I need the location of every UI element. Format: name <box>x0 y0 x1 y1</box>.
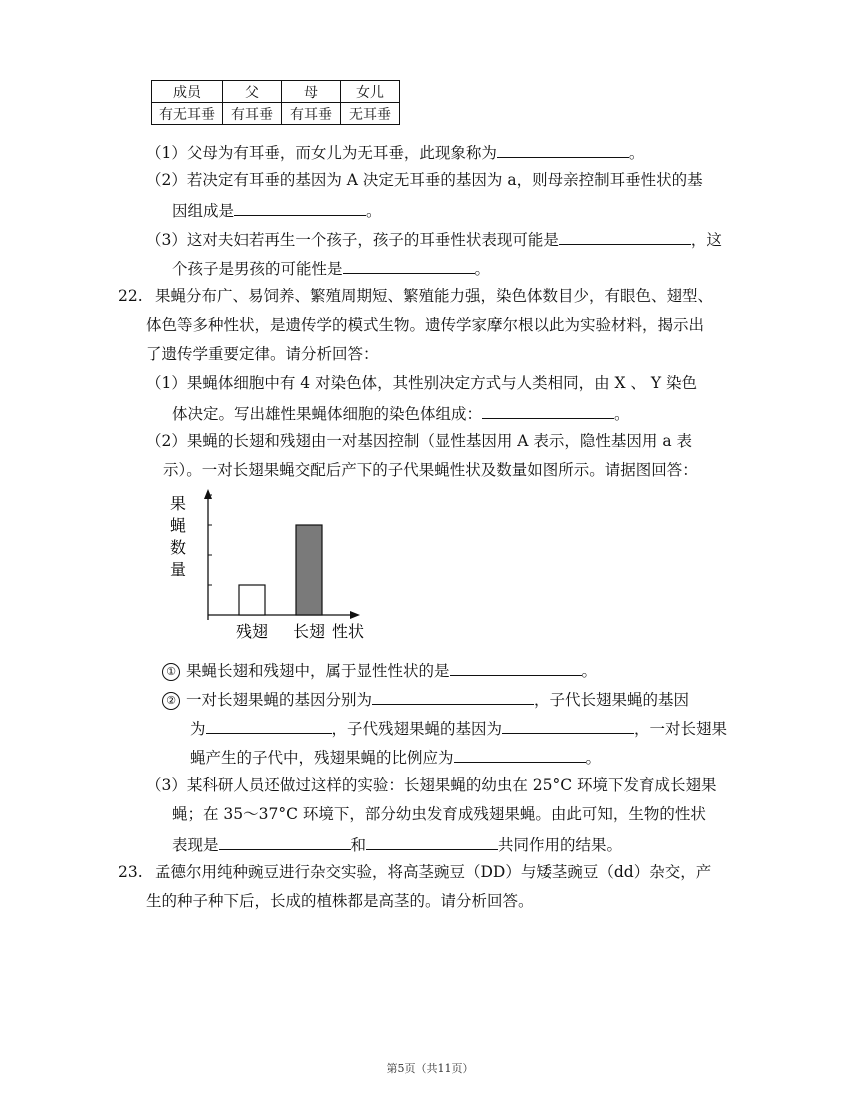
answer-blank[interactable] <box>482 402 614 419</box>
x-axis-label: 性状 <box>332 622 365 641</box>
answer-blank[interactable] <box>450 659 582 676</box>
q22-part1-line2 <box>172 402 630 424</box>
q22-part3-line3 <box>172 833 622 855</box>
table-header-cell: 母 <box>282 81 341 103</box>
wing-trait-bar-chart <box>160 485 400 645</box>
q21-p1-text: （1）父母为有耳垂，而女儿为无耳垂，此现象称为 <box>146 144 497 162</box>
circled-number: ① <box>162 663 180 681</box>
q22-part2-line1: （2）果蝇的长翅和残翅由一对基因控制（显性基因用 A 表示，隐性基因用 a 表 <box>146 432 693 450</box>
answer-blank[interactable] <box>234 199 366 216</box>
answer-blank[interactable] <box>219 833 351 850</box>
answer-blank[interactable] <box>454 746 586 763</box>
q22-intro-line1: 果蝇分布广、易饲养、繁殖周期短、繁殖能力强，染色体数目少，有眼色、翅型、 <box>155 287 714 305</box>
q22-p3-text: 共同作用的结果。 <box>498 836 623 854</box>
q22-s2-text: 一对长翅果蝇的基因分别为 <box>186 691 373 709</box>
punct: ，这 <box>690 231 722 249</box>
answer-blank[interactable] <box>343 257 475 274</box>
answer-blank[interactable] <box>366 833 498 850</box>
q23-line2: 生的种子种下后，长成的植株都是高茎的。请分析回答。 <box>146 892 534 910</box>
circled-number: ② <box>162 692 180 710</box>
q22-sub1 <box>162 659 597 681</box>
answer-blank[interactable] <box>559 228 691 245</box>
answer-blank[interactable] <box>206 717 332 734</box>
q21-part2-line2 <box>172 199 382 221</box>
q22-s2-text: ，一对长翅果 <box>634 720 728 738</box>
punct: 。 <box>614 405 630 423</box>
x-tick-label: 残翅 <box>235 622 269 641</box>
table-header-cell: 女儿 <box>341 81 400 103</box>
y-axis-label-char: 果 <box>170 494 187 513</box>
punct: 。 <box>585 749 602 767</box>
x-tick-labels <box>236 622 325 641</box>
page-footer: 第5页（共11页） <box>386 1062 474 1075</box>
punct: 。 <box>366 202 382 220</box>
q23-line1: 孟德尔用纯种豌豆进行杂交实验，将高茎豌豆（DD）与矮茎豌豆（dd）杂交，产 <box>155 863 712 881</box>
q22-intro-line2: 体色等多种性状，是遗传学的模式生物。遗传学家摩尔根以此为实验材料，揭示出 <box>146 316 705 334</box>
bars <box>239 525 322 615</box>
y-axis-arrow <box>204 489 212 499</box>
y-axis-label-char: 量 <box>170 560 187 579</box>
table-header-cell: 父 <box>223 81 282 103</box>
q22-number: 22. <box>118 287 143 305</box>
q22-p3-text: 表现是 <box>172 836 219 854</box>
q22-s2-text: 蝇产生的子代中，残翅果蝇的比例应为 <box>190 749 454 767</box>
q22-s2-text: ，子代长翅果蝇的基因 <box>534 691 690 709</box>
y-axis-label <box>170 494 186 579</box>
q22-part3-line1: （3）某科研人员还做过这样的实验：长翅果蝇的幼虫在 25°C 环境下发育成长翅果 <box>146 776 717 794</box>
q22-sub2-line3 <box>190 746 601 768</box>
punct: 。 <box>474 260 491 278</box>
x-axis-arrow <box>350 611 360 619</box>
table-row <box>152 103 400 125</box>
q23-number: 23. <box>118 863 143 881</box>
answer-blank[interactable] <box>502 717 634 734</box>
q21-p3-text: 个孩子是男孩的可能性是 <box>172 260 343 278</box>
table-cell: 有耳垂 <box>282 103 341 125</box>
q21-p2-text: 因组成是 <box>172 202 235 220</box>
q22-s2-text: 为 <box>190 720 206 738</box>
q22-p1-text: 体决定。写出雄性果蝇体细胞的染色体组成： <box>172 405 483 423</box>
q22-p3-text: 和 <box>350 836 367 854</box>
table-cell: 有耳垂 <box>223 103 282 125</box>
x-tick-label: 长翅 <box>292 622 326 641</box>
q22-part3-line2: 蝇；在 35～37°C 环境下，部分幼虫发育成残翅果蝇。由此可知，生物的性状 <box>172 805 706 823</box>
bar-vestigial-wing <box>239 585 265 615</box>
q22-intro-line3: 了遗传学重要定律。请分析回答： <box>146 345 379 363</box>
table-header-cell: 成员 <box>152 81 223 103</box>
bar-long-wing <box>296 525 322 615</box>
q21-p3-text: （3）这对夫妇若再生一个孩子，孩子的耳垂性状表现可能是 <box>146 231 559 249</box>
answer-blank[interactable] <box>372 688 534 705</box>
q21-part2-line1: （2）若决定有耳垂的基因为 A 决定无耳垂的基因为 a，则母亲控制耳垂性状的基 <box>146 171 703 189</box>
punct: 。 <box>581 662 598 680</box>
trait-table <box>151 80 400 125</box>
y-axis-label-char: 数 <box>170 538 187 557</box>
q22-sub2-line1 <box>162 688 689 710</box>
punct: 。 <box>628 144 645 162</box>
table-cell: 无耳垂 <box>341 103 400 125</box>
q21-part3-line1 <box>146 228 722 250</box>
q22-part1-line1: （1）果蝇体细胞中有 4 对染色体，其性别决定方式与人类相同，由 X 、 Y 染色 <box>146 374 698 392</box>
q22-s2-text: ，子代残翅果蝇的基因为 <box>331 720 503 738</box>
q22-sub2-line2 <box>190 717 727 739</box>
table-header-row <box>152 81 400 103</box>
q21-part3-line2 <box>172 257 490 279</box>
q22-s1-text: 果蝇长翅和残翅中，属于显性性状的是 <box>186 662 450 680</box>
q22-part2-line2: 示）。一对长翅果蝇交配后产下的子代果蝇性状及数量如图所示。请据图回答： <box>163 461 698 479</box>
q21-part1 <box>146 141 644 163</box>
answer-blank[interactable] <box>497 141 629 158</box>
table-cell: 有无耳垂 <box>152 103 223 125</box>
y-axis-label-char: 蝇 <box>170 516 187 535</box>
